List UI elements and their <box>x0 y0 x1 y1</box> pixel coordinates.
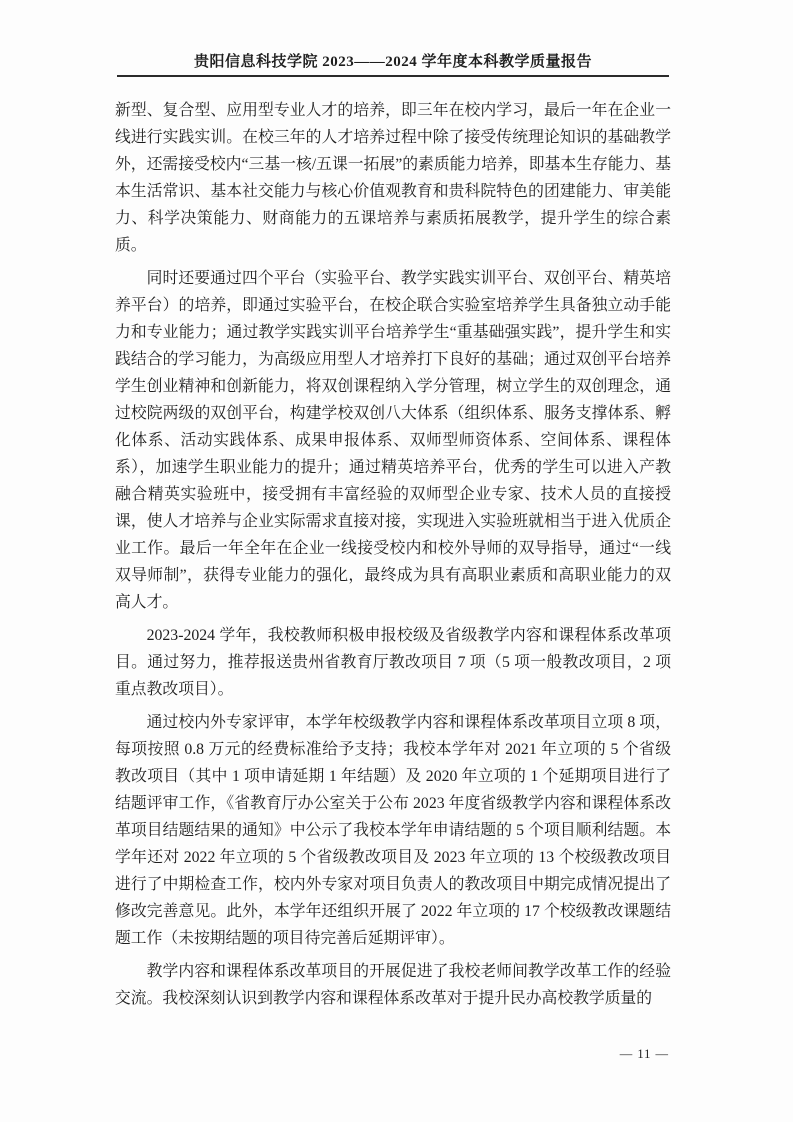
paragraph-continuation: 新型、复合型、应用型专业人才的培养，即三年在校内学习，最后一年在企业一线进行实践实训。在校三年的人才培养过程中除了接受传统理论知识的基础教学外，还需接受校内“三基一核/五课一拓展”的素质能力培养，即基本生存能力、基本生活常识、基本社交能力与核心价值观教育和贵科院特色的团建能力、审美能力、科学决策能力、财商能力的五课培养与素质拓展教学，提升学生的综合素质。 <box>115 102 671 254</box>
paragraph: 同时还要通过四个平台（实验平台、教学实践实训平台、双创平台、精英培养平台）的培养，即通过实验平台，在校企联合实验室培养学生具备独立动手能力和专业能力；通过教学实践实训平台培养学生“重基础强实践”，提升学生和实践结合的学习能力，为高级应用型人才培养打下良好的基础；通过双创平台培养学生创业精神和创新能力，将双创课程纳入学分管理，树立学生的双创理念，通过校院两级的双创平台，构建学校双创八大体系（组织体系、服务支撑体系、孵化体系、活动实践体系、成果申报体系、双师型师资体系、空间体系、课程体系），加速学生职业能力的提升；通过精英培养平台，优秀的学生可以进入产教融合精英实验班中，接受拥有丰富经验的双师型企业专家、技术人员的直接授课，使人才培养与企业实际需求直接对接，实现进入实验班就相当于进入优质企业工作。最后一年全年在企业一线接受校内和校外导师的双导指导，通过“一线双导师制”，获得专业能力的强化，最终成为具有高职业素质和高职业能力的双高人才。 <box>115 270 671 611</box>
page-number: — 11 — <box>619 1047 669 1061</box>
header-title: 贵阳信息科技学院 2023——2024 学年度本科教学质量报告 <box>193 54 592 70</box>
document-body <box>115 97 671 1018</box>
paragraph: 2023-2024 学年，我校教师积极申报校级及省级教学内容和课程体系改革项目。通过努力，推荐报送贵州省教育厅教改项目 7 项（5 项一般教改项目，2 项重点教改项目）。 <box>115 627 671 698</box>
page-header <box>117 53 669 77</box>
paragraph: 通过校内外专家评审，本学年校级教学内容和课程体系改革项目立项 8 项，每项按照 0.8 万元的经费标准给予支持；我校本学年对 2021 年立项的 5 个省级教改项目（其中 1 项申请延期 1 年结题）及 2020 年立项的 1 个延期项目进行了结题评审工作，《省教育厅办公室关于公布 2023 年度省级教学内容和课程体系改革项目结题结果的通知》中公示了我校本学年申请结题的 5 个项目顺利结题。本学年还对 2022 年立项的 5 个省级教改项目及 2023 年立项的 13 个校级教改项目进行了中期检查工作，校内外专家对项目负责人的教改项目中期完成情况提出了修改完善意见。此外，本学年还组织开展了 2022 年立项的 17 个校级教改课题结题工作（未按期结题的项目待完善后延期评审）。 <box>115 714 671 947</box>
paragraph: 教学内容和课程体系改革项目的开展促进了我校老师间教学改革工作的经验交流。我校深刻认识到教学内容和课程体系改革对于提升民办高校教学质量的 <box>115 963 671 1007</box>
page-footer <box>620 1046 669 1062</box>
